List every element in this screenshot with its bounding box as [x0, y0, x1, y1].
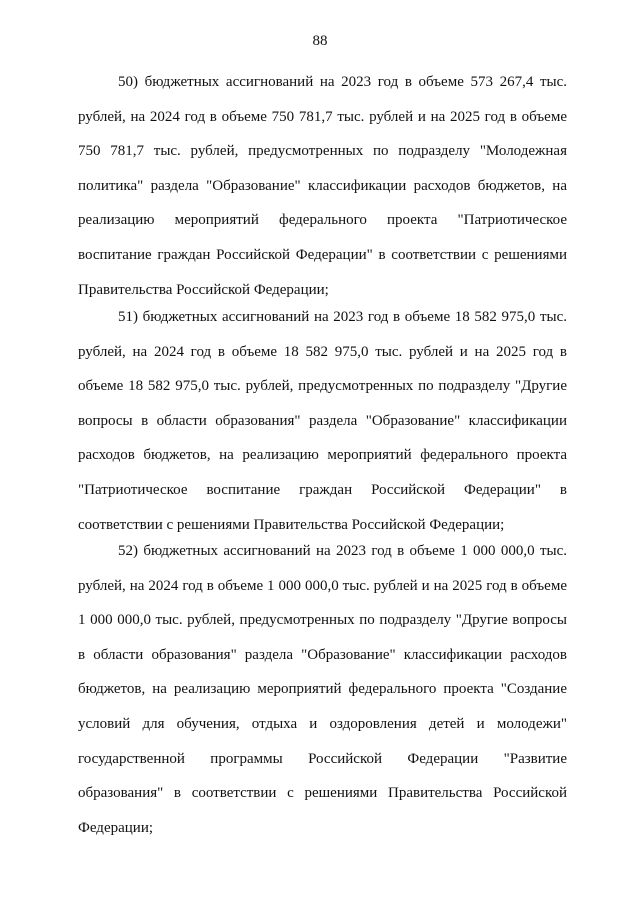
page-number: 88	[312, 33, 328, 49]
paragraph-text: 51) бюджетных ассигнований на 2023 год в объеме 18 582 975,0 тыс. рублей, на 2024 год в объеме 18 582 975,0 тыс. рублей и на 2025 год в объеме 18 582 975,0 тыс. рублей, предусмотренных по подразделу "Другие вопросы в области образования" раздела "Образование" классификации расходов бюджетов, на реализацию мероприятий федерального проекта "Патриотическое воспитание граждан Российской Федерации" в соответствии с решениями Правительства Российской Федерации;	[78, 309, 567, 533]
paragraph-50	[78, 65, 567, 307]
paragraph-52	[78, 534, 567, 845]
paragraph-text: 50) бюджетных ассигнований на 2023 год в объеме 573 267,4 тыс. рублей, на 2024 год в объеме 750 781,7 тыс. рублей и на 2025 год в объеме 750 781,7 тыс. рублей, предусмотренных по подразделу "Молодежная политика" раздела "Образование" классификации расходов бюджетов, на реализацию мероприятий федерального проекта "Патриотическое воспитание граждан Российской Федерации" в соответствии с решениями Правительства Российской Федерации;	[78, 74, 567, 298]
paragraph-text: 52) бюджетных ассигнований на 2023 год в объеме 1 000 000,0 тыс. рублей, на 2024 год в объеме 1 000 000,0 тыс. рублей и на 2025 год в объеме 1 000 000,0 тыс. рублей, предусмотренных по подразделу "Другие вопросы в области образования" раздела "Образование" классификации расходов бюджетов, на реализацию мероприятий федерального проекта "Создание условий для обучения, отдыха и оздоровления детей и молодежи" государственной программы Российской Федерации "Развитие образования" в соответствии с решениями Правительства Российской Федерации;	[78, 543, 567, 836]
paragraph-51	[78, 300, 567, 542]
